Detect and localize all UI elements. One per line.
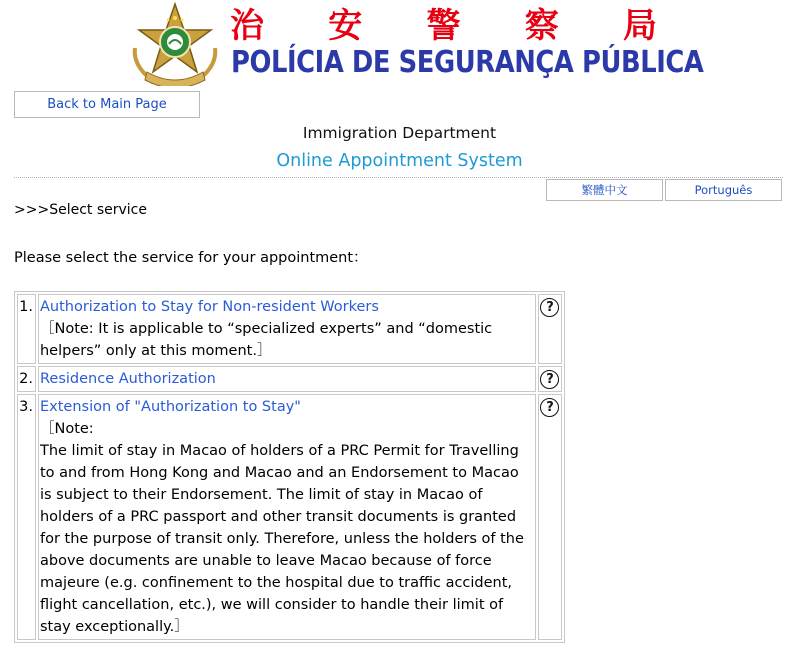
help-icon[interactable]: ? <box>540 298 559 317</box>
department-title: Immigration Department <box>302 124 497 142</box>
language-chinese-button[interactable]: 繁體中文 <box>546 179 663 201</box>
chinese-title <box>227 2 660 46</box>
service-cell <box>38 366 536 392</box>
chinese-title-char: 警 <box>426 5 461 46</box>
system-title: Online Appointment System <box>276 151 523 171</box>
service-number: 3. <box>17 394 36 640</box>
chinese-title-char: 局 <box>623 5 657 46</box>
help-cell <box>538 366 562 392</box>
service-number: 2. <box>17 366 36 392</box>
help-icon[interactable]: ? <box>540 370 559 389</box>
service-link-extension-authorization-to-stay[interactable]: Extension of "Authorization to Stay" <box>39 399 301 415</box>
table-row <box>17 366 562 392</box>
service-note: The limit of stay in Macao of holders of a PRC Permit for Travelling to and from Hong Kong and Macao and an Endorsement to Macao is subject to their Endorsement. The limit of stay in Macao of holders of a PRC passport and other transit documents is granted for the purpose of transit only. Therefore, unless the holders of the above documents are unable to leave Macao because of force majeure (e.g. confinement to the hospital due to traffic accident, flight cancellation, etc.), we will consider to handle their limit of stay exceptionally.］ <box>39 443 524 635</box>
psp-logo <box>127 2 704 86</box>
chinese-title-char: 察 <box>524 5 559 46</box>
breadcrumb: >>>Select service <box>14 202 147 218</box>
service-link-residence-authorization[interactable]: Residence Authorization <box>39 371 216 387</box>
service-number: 1. <box>17 294 36 364</box>
help-cell <box>538 394 562 640</box>
divider <box>14 177 783 178</box>
service-prompt: Please select the service for your appointment： <box>14 250 368 266</box>
help-icon[interactable]: ? <box>540 398 559 417</box>
chinese-title-char: 治 <box>230 5 264 46</box>
service-note: ［Note: It is applicable to “specialized experts” and “domestic helpers” only at this moment.］ <box>39 321 493 359</box>
psp-star-emblem-icon <box>127 2 223 86</box>
table-row <box>17 394 562 640</box>
service-cell <box>38 294 536 364</box>
help-cell <box>538 294 562 364</box>
portuguese-title: POLÍCIA DE SEGURANÇA PÚBLICA <box>231 45 704 80</box>
service-link-non-resident-workers[interactable]: Authorization to Stay for Non-resident Workers <box>39 299 379 315</box>
back-to-main-page-button[interactable]: Back to Main Page <box>14 91 200 118</box>
service-cell <box>38 394 536 640</box>
service-note-heading: ［Note: <box>39 421 94 437</box>
table-row <box>17 294 562 364</box>
chinese-title-char: 安 <box>328 5 363 46</box>
service-table <box>14 291 565 643</box>
language-portuguese-button[interactable]: Português <box>665 179 782 201</box>
